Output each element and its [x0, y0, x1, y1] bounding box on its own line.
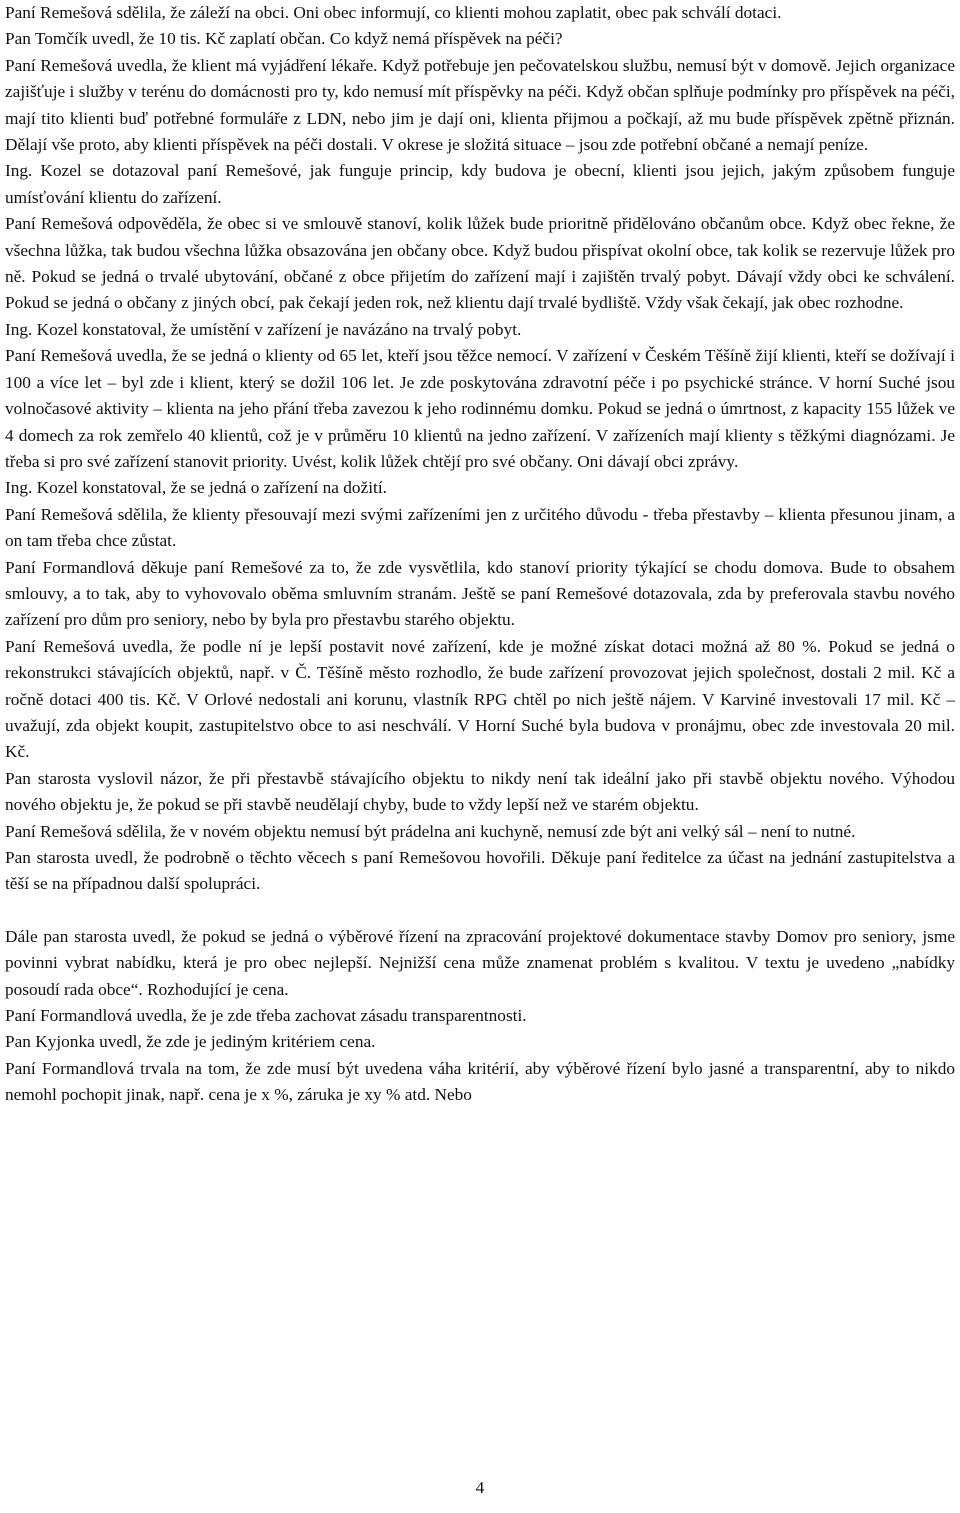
- paragraph: Ing. Kozel konstatoval, že umístění v zařízení je navázáno na trvalý pobyt.: [5, 319, 522, 339]
- paragraph: Pan starosta uvedl, že podrobně o těchto věcech s paní Remešovou hovořili. Děkuje paní ředitelce za účast na jednání zastupitelstva a těší se na případnou další spolupráci.: [5, 848, 955, 894]
- paragraph: Paní Remešová odpověděla, že obec si ve smlouvě stanoví, kolik lůžek bude prioritně přidělováno občanům obce. Když obec řekne, že všechna lůžka, tak budou všechna lůžka obsazována jen občany obce. Když budou přispívat okolní obce, tak kolik se rezervuje lůžek pro ně. Pokud se jedná o trvalé ubytování, občané z obce přijetím do zařízení mají i zajištěn trvalý pobyt. Dávají vždy obci ke schválení. Pokud se jedná o občany z jiných obcí, pak čekají jeden rok, než klientu dají trvalé bydliště. Vždy však čekají, jak obec rozhodne.: [5, 214, 955, 313]
- paragraph: Paní Formandlová uvedla, že je zde třeba zachovat zásadu transparentnosti.: [5, 1006, 527, 1026]
- paragraph: Paní Formandlová děkuje paní Remešové za to, že zde vysvětlila, kdo stanoví priority týkající se chodu domova. Bude to obsahem smlouvy, a to tak, aby to vyhovovalo oběma smluvním stranám. Ještě se paní Remešové dotazovala, zda by preferovala stavbu nového zařízení pro dům pro seniory, nebo by byla pro přestavbu starého objektu.: [5, 557, 955, 630]
- paragraph: Paní Remešová uvedla, že se jedná o klienty od 65 let, kteří jsou těžce nemocí. V zařízení v Českém Těšíně žijí klienti, kteří se dožívají i 100 a více let – byl zde i klient, který se dožil 106 let. Je zde poskytována zdravotní péče i po psychické stránce. V horní Suché jsou volnočasové aktivity – klienta na jeho přání třeba zavezou k jeho rodinnému domku. Pokud se jedná o úmrtnost, z kapacity 155 lůžek ve 4 domech za rok zemřelo 40 klientů, což je v průměru 10 klientů na jedno zařízení. V zařízeních mají klienty s těžkými diagnózami. Je třeba si pro své zařízení stanovit priority. Uvést, kolik lůžek chtějí pro své občany. Oni dávají obci zprávy.: [5, 346, 955, 471]
- paragraph: Ing. Kozel konstatoval, že se jedná o zařízení na dožití.: [5, 478, 387, 498]
- page-number: 4: [475, 1478, 485, 1497]
- paragraph: Paní Remešová sdělila, že klienty přesouvají mezi svými zařízeními jen z určitého důvodu - třeba přestavby – klienta přesunou jinam, a on tam třeba chce zůstat.: [5, 504, 955, 551]
- paragraph: Pan Kyjonka uvedl, že zde je jediným kritériem cena.: [5, 1032, 376, 1052]
- paragraph: Paní Remešová sdělila, že v novém objektu nemusí být prádelna ani kuchyně, nemusí zde být ani velký sál – není to nutné.: [5, 821, 856, 841]
- paragraph: Dále pan starosta uvedl, že pokud se jedná o výběrové řízení na zpracování projektové dokumentace stavby Domov pro seniory, jsme povinni vybrat nabídku, která je pro obec nejlepší. Nejnižší cena může znamenat problém s kvalitou. V textu je uvedeno „nabídky posoudí rada obce“. Rozhodující je cena.: [5, 926, 955, 999]
- paragraph: Pan Tomčík uvedl, že 10 tis. Kč zaplatí občan. Co když nemá příspěvek na péči?: [5, 29, 563, 49]
- paragraph: Paní Remešová uvedla, že podle ní je lepší postavit nové zařízení, kde je možné získat dotaci možná až 80 %. Pokud se jedná o rekonstrukci stávajících objektů, např. v Č. Těšíně město rozhodlo, že bude zařízení provozovat jejich společnost, dostali 2 mil. Kč a ročně dotaci 400 tis. Kč. V Orlové nedostali ani korunu, vlastník RPG chtěl po nich ještě nájem. V Karviné investovali 17 mil. Kč – uvažují, zda objekt koupit, zastupitelstvo obce to asi neschválí. V Horní Suché byla budova v pronájmu, obec zde investovala 20 mil. Kč.: [5, 636, 955, 762]
- document-page: [5, 0, 955, 1109]
- paragraph: Paní Formandlová trvala na tom, že zde musí být uvedena váha kritérií, aby výběrové řízení bylo jasné a transparentní, aby to nikdo nemohl pochopit jinak, např. cena je x %, záruka je xy % atd. Nebo: [5, 1058, 955, 1105]
- paragraph: Paní Remešová uvedla, že klient má vyjádření lékaře. Když potřebuje jen pečovatelskou službu, nemusí být v domově. Jejich organizace zajišťuje i služby v terénu do domácnosti pro ty, kdo nemusí mít příspěvky na péči. Když občan splňuje podmínky pro příspěvek na péči, mají tito klienti buď potřebné formuláře z LDN, nebo jim je dají oni, klienta přijmou a počkají, až mu bude příspěvek zpětně přiznán. Dělají vše proto, aby klienti příspěvek na péči dostali. V okrese je složitá situace – jsou zde potřební občané a nemají peníze.: [5, 55, 955, 155]
- paragraph: Ing. Kozel se dotazoval paní Remešové, jak funguje princip, kdy budova je obecní, klienti jsou jejich, jakým způsobem funguje umísťování klientu do zařízení.: [5, 161, 955, 207]
- paragraph: Paní Remešová sdělila, že záleží na obci. Oni obec informují, co klienti mohou zaplatit, obec pak schválí dotaci.: [5, 3, 782, 22]
- paragraph: Pan starosta vyslovil názor, že při přestavbě stávajícího objektu to nikdy není tak ideální jako při stavbě objektu nového. Výhodou nového objektu je, že pokud se při stavbě neudělají chyby, bude to vždy lepší než ve starém objektu.: [5, 768, 955, 815]
